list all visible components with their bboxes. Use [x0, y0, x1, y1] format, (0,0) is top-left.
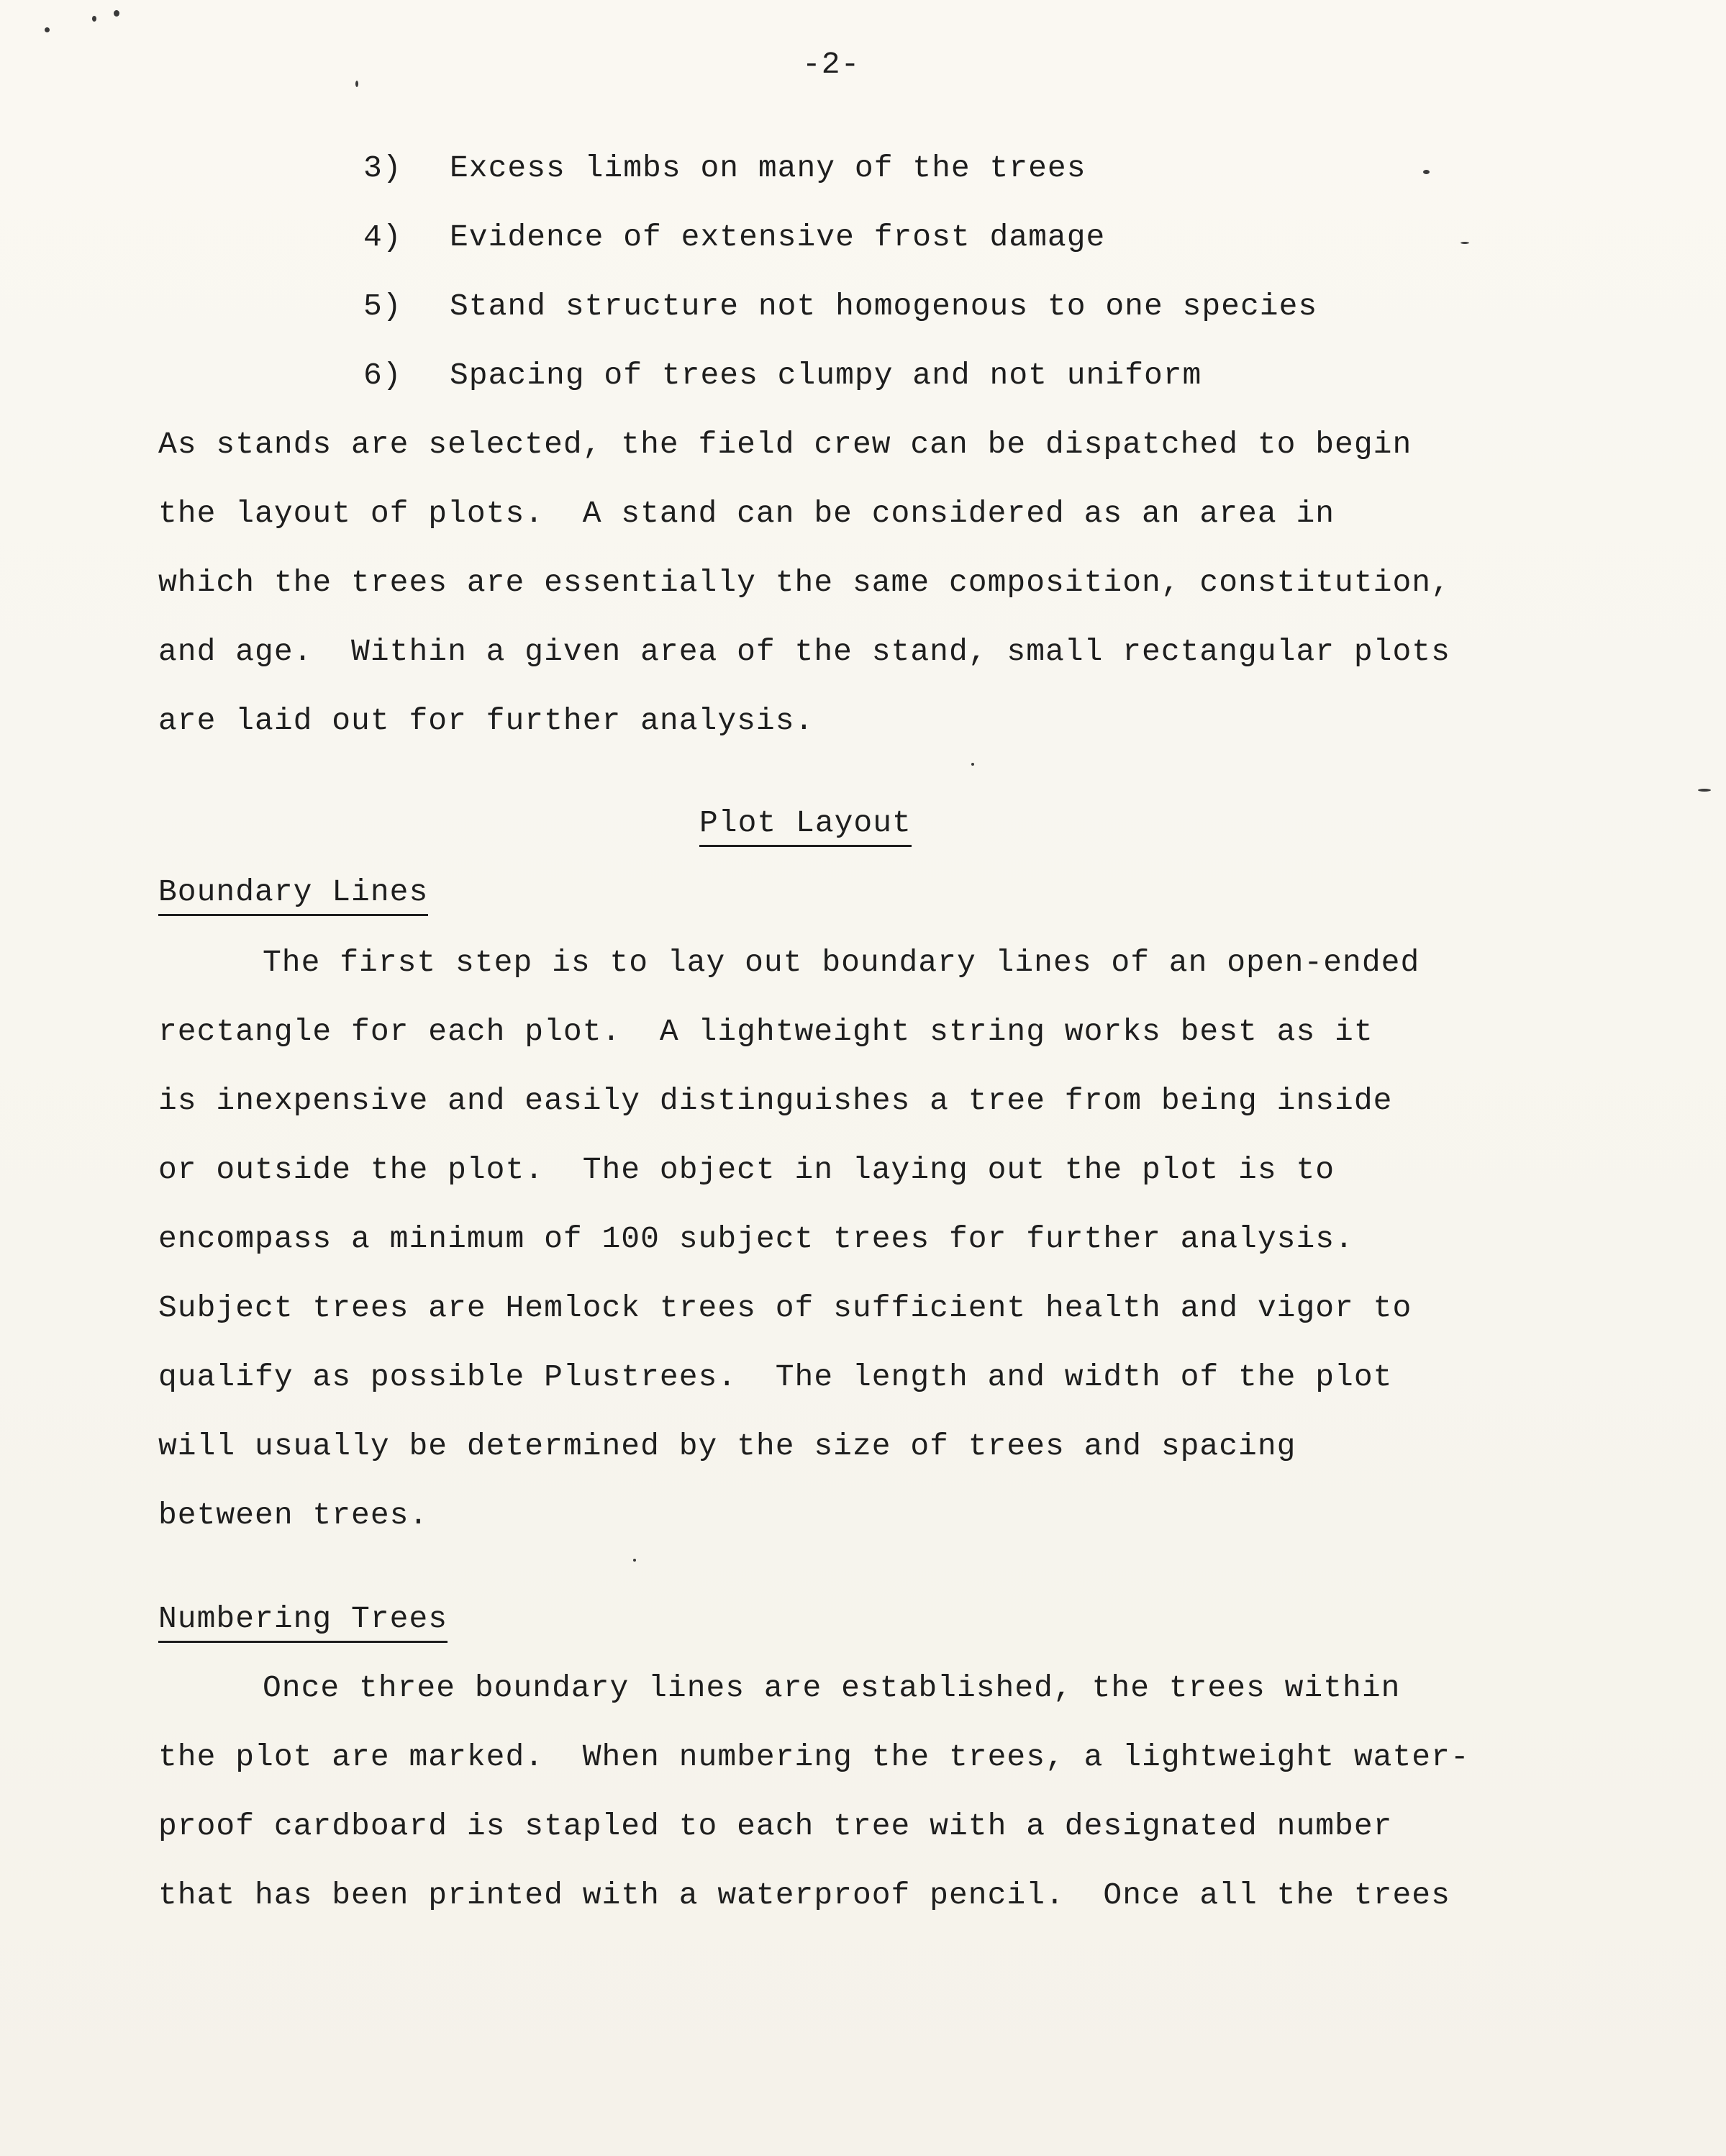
section-title: Plot Layout [699, 803, 912, 847]
paragraph-line: qualify as possible Plustrees. The length and width of the plot [158, 1359, 1393, 1395]
paragraph-line: is inexpensive and easily distinguishes a tree from being inside [158, 1083, 1393, 1118]
ink-speck [1461, 242, 1469, 244]
subheading-numbering-trees: Numbering Trees [158, 1599, 448, 1643]
ink-speck [633, 1559, 636, 1562]
list-item-number: 5) [363, 289, 402, 324]
list-item-number: 6) [363, 358, 402, 393]
ink-speck [92, 16, 96, 22]
list-item-text: Excess limbs on many of the trees [450, 150, 1086, 186]
ink-speck [971, 763, 974, 766]
paragraph-line: Once three boundary lines are established, the trees within [263, 1670, 1401, 1706]
paragraph-line: or outside the plot. The object in laying out the plot is to [158, 1152, 1335, 1187]
ink-speck [355, 81, 358, 87]
ink-speck [1423, 170, 1430, 174]
paragraph-line: which the trees are essentially the same composition, constitution, [158, 565, 1450, 600]
paragraph-line: and age. Within a given area of the stand, small rectangular plots [158, 634, 1450, 669]
subheading-boundary-lines: Boundary Lines [158, 872, 428, 916]
paragraph-line: As stands are selected, the field crew can be dispatched to begin [158, 427, 1412, 462]
list-item-number: 3) [363, 150, 402, 186]
paragraph-line: the plot are marked. When numbering the trees, a lightweight water- [158, 1739, 1470, 1775]
paragraph-line: are laid out for further analysis. [158, 703, 814, 738]
paragraph-line: will usually be determined by the size of trees and spacing [158, 1428, 1296, 1464]
paragraph-line: that has been printed with a waterproof pencil. Once all the trees [158, 1878, 1450, 1913]
paragraph-line: The first step is to lay out boundary lines of an open-ended [263, 945, 1420, 980]
paragraph-line: between trees. [158, 1498, 429, 1533]
ink-speck [114, 10, 119, 17]
list-item-text: Evidence of extensive frost damage [450, 219, 1106, 255]
paragraph-line: the layout of plots. A stand can be considered as an area in [158, 496, 1335, 531]
paragraph-line: proof cardboard is stapled to each tree with a designated number [158, 1808, 1393, 1844]
paragraph-line: encompass a minimum of 100 subject trees for further analysis. [158, 1221, 1354, 1256]
ink-speck [1698, 789, 1711, 792]
ink-speck [45, 27, 50, 32]
paragraph-line: Subject trees are Hemlock trees of sufficient health and vigor to [158, 1290, 1412, 1326]
page-number: -2- [802, 47, 860, 82]
paragraph-line: rectangle for each plot. A lightweight string works best as it [158, 1014, 1373, 1049]
list-item-text: Stand structure not homogenous to one species [450, 289, 1318, 324]
list-item-number: 4) [363, 219, 402, 255]
list-item-text: Spacing of trees clumpy and not uniform [450, 358, 1202, 393]
